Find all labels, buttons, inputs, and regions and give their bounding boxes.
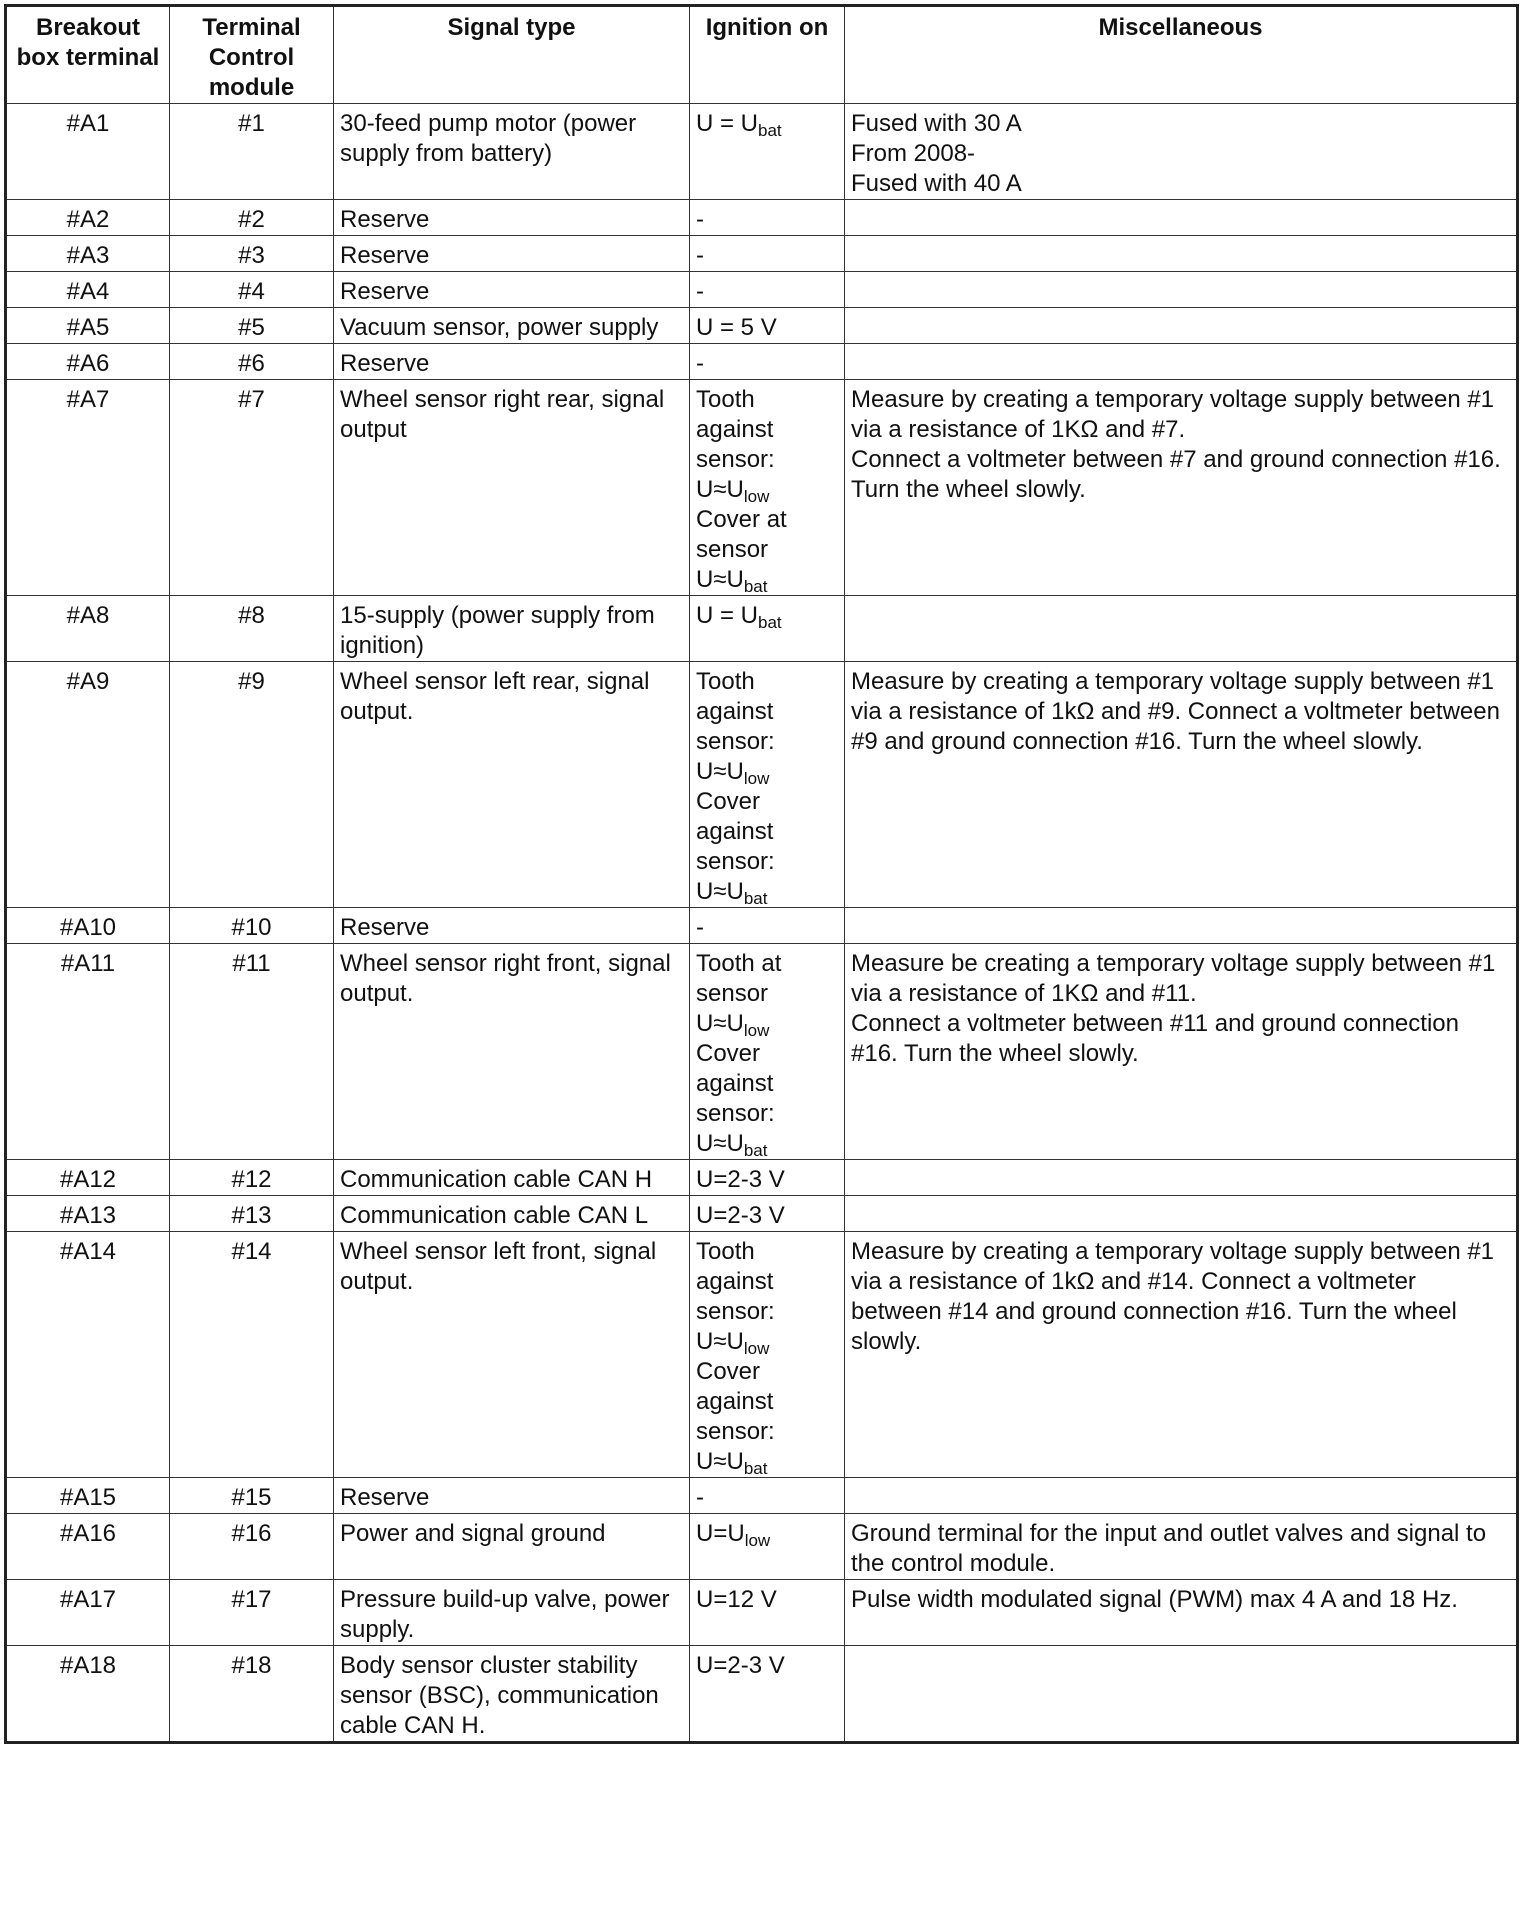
ignition-value-line: $U\approx U_{bat}$	[696, 1130, 768, 1160]
table-row	[6, 1646, 1518, 1743]
signal-type-text: Pressure build-up valve, power supply.	[340, 1586, 670, 1643]
miscellaneous-cell	[845, 1514, 1518, 1580]
miscellaneous-cell	[845, 236, 1518, 272]
control-module-terminal-cell: #6	[170, 344, 334, 380]
miscellaneous-cell	[845, 1580, 1518, 1646]
miscellaneous-cell	[845, 380, 1518, 596]
signal-type-cell	[334, 308, 690, 344]
table-row	[6, 104, 1518, 200]
ignition-on-cell	[690, 1580, 845, 1646]
miscellaneous-cell	[845, 1232, 1518, 1478]
signal-type-cell	[334, 1646, 690, 1743]
ignition-on-cell	[690, 272, 845, 308]
ignition-on-cell	[690, 308, 845, 344]
miscellaneous-text: From 2008-	[851, 140, 976, 167]
table-row	[6, 236, 1518, 272]
table-row	[6, 380, 1518, 596]
miscellaneous-text: Connect a voltmeter between #11 and ground connection #16. Turn the wheel slowly.	[851, 1010, 1459, 1067]
signal-type-text: Body sensor cluster stability sensor (BSC), communication cable CAN H.	[340, 1652, 659, 1739]
signal-type-text: Communication cable CAN H	[340, 1166, 653, 1193]
breakout-box-terminal-cell: #A5	[6, 308, 170, 344]
breakout-box-terminal-cell: #A14	[6, 1232, 170, 1478]
signal-type-text: Power and signal ground	[340, 1520, 606, 1547]
breakout-box-terminal-cell: #A13	[6, 1196, 170, 1232]
control-module-terminal-cell: #7	[170, 380, 334, 596]
control-module-terminal-cell: #2	[170, 200, 334, 236]
signal-type-cell	[334, 1196, 690, 1232]
miscellaneous-cell	[845, 200, 1518, 236]
table-row	[6, 344, 1518, 380]
ignition-value-line: $U\approx U_{bat}$	[696, 1448, 768, 1478]
table-row	[6, 1160, 1518, 1196]
ignition-on-cell	[690, 200, 845, 236]
table-row	[6, 662, 1518, 908]
control-module-terminal-cell: #5	[170, 308, 334, 344]
miscellaneous-cell	[845, 1196, 1518, 1232]
ignition-value-line: sensor:	[696, 446, 775, 473]
signal-type-text: Wheel sensor left rear, signal output.	[340, 668, 650, 725]
ignition-value-line: Cover	[696, 1358, 761, 1385]
signal-type-cell	[334, 104, 690, 200]
miscellaneous-text: Pulse width modulated signal (PWM) max 4 A and 18 Hz.	[851, 1586, 1458, 1613]
breakout-box-terminal-cell: #A9	[6, 662, 170, 908]
signal-type-text: 30-feed pump motor (power supply from battery)	[340, 110, 637, 167]
miscellaneous-cell	[845, 596, 1518, 662]
control-module-terminal-cell: #11	[170, 944, 334, 1160]
miscellaneous-cell	[845, 1160, 1518, 1196]
subscript: bat	[758, 613, 782, 632]
header-ignition-on: Ignition on	[690, 6, 845, 104]
signal-type-text: Reserve	[340, 242, 430, 269]
ignition-value-line: against	[696, 416, 774, 443]
subscript: bat	[743, 577, 768, 596]
header-row	[6, 6, 1518, 104]
ignition-value-line: $U\approx U_{bat}$	[696, 566, 768, 596]
signal-type-cell	[334, 662, 690, 908]
ignition-value-line: U = 5 V	[696, 314, 777, 341]
subscript: low	[743, 487, 770, 506]
signal-type-cell	[334, 596, 690, 662]
ignition-on-cell	[690, 662, 845, 908]
subscript: low	[743, 1021, 770, 1040]
ignition-on-cell	[690, 908, 845, 944]
miscellaneous-cell	[845, 344, 1518, 380]
table-row	[6, 1196, 1518, 1232]
control-module-terminal-cell: #16	[170, 1514, 334, 1580]
ignition-value-line: sensor:	[696, 1298, 775, 1325]
table-row	[6, 1478, 1518, 1514]
document-page	[4, 4, 1516, 1744]
ignition-value-line: Tooth	[696, 1238, 755, 1265]
miscellaneous-text: Measure by creating a temporary voltage supply between #1 via a resistance of 1kΩ and #14. Connect a voltmeter between #14 and ground connection #16. Turn the wheel slowly.	[851, 1238, 1495, 1355]
breakout-box-terminal-cell: #A16	[6, 1514, 170, 1580]
ignition-value-line: against	[696, 1268, 774, 1295]
ignition-value-line: $U\approx U_{bat}$	[696, 878, 768, 908]
signal-type-text: Reserve	[340, 914, 430, 941]
breakout-box-terminal-cell: #A4	[6, 272, 170, 308]
signal-type-text: Wheel sensor left front, signal output.	[340, 1238, 657, 1295]
control-module-terminal-cell: #18	[170, 1646, 334, 1743]
header-miscellaneous: Miscellaneous	[845, 6, 1518, 104]
ignition-on-cell	[690, 1232, 845, 1478]
signal-type-cell	[334, 272, 690, 308]
breakout-box-terminal-cell: #A6	[6, 344, 170, 380]
ignition-value-line: -	[696, 1484, 704, 1511]
ignition-value-line: sensor:	[696, 1418, 775, 1445]
ignition-value-line: -	[696, 206, 704, 233]
ignition-value-line: $U = U_{bat}$	[696, 110, 782, 140]
ignition-value-line: U=12 V	[696, 1586, 777, 1613]
ignition-value-line: $U\approx U_{low}$	[696, 1328, 770, 1358]
ignition-value-line: Cover at	[696, 506, 787, 533]
breakout-box-terminal-cell: #A7	[6, 380, 170, 596]
ignition-value-line: U=2-3 V	[696, 1652, 785, 1679]
ignition-value-line: $U\approx U_{low}$	[696, 1010, 770, 1040]
table-row	[6, 596, 1518, 662]
subscript: low	[744, 1531, 771, 1550]
signal-type-cell	[334, 380, 690, 596]
control-module-terminal-cell: #4	[170, 272, 334, 308]
control-module-terminal-cell: #10	[170, 908, 334, 944]
signal-type-cell	[334, 944, 690, 1160]
control-module-terminal-cell: #12	[170, 1160, 334, 1196]
ignition-value-line: Tooth	[696, 386, 755, 413]
ignition-value-line: sensor:	[696, 1100, 775, 1127]
signal-type-cell	[334, 200, 690, 236]
breakout-box-terminal-cell: #A3	[6, 236, 170, 272]
subscript: low	[743, 1339, 770, 1358]
ignition-value-line: against	[696, 1388, 774, 1415]
ignition-value-line: sensor:	[696, 848, 775, 875]
signal-type-cell	[334, 344, 690, 380]
ignition-value-line: against	[696, 698, 774, 725]
miscellaneous-text: Connect a voltmeter between #7 and ground connection #16. Turn the wheel slowly.	[851, 446, 1501, 503]
miscellaneous-text: Fused with 40 A	[851, 170, 1022, 197]
miscellaneous-text: Measure be creating a temporary voltage supply between #1 via a resistance of 1KΩ and #11.	[851, 950, 1496, 1007]
ignition-value-line: $U=U_{low}$	[696, 1520, 771, 1550]
ignition-on-cell	[690, 104, 845, 200]
breakout-box-terminal-cell: #A8	[6, 596, 170, 662]
table-row	[6, 944, 1518, 1160]
signal-type-text: Wheel sensor right front, signal output.	[340, 950, 671, 1007]
ignition-value-line: -	[696, 350, 704, 377]
ignition-on-cell	[690, 596, 845, 662]
signal-type-cell	[334, 1232, 690, 1478]
signal-type-text: 15-supply (power supply from ignition)	[340, 602, 655, 659]
ignition-value-line: U=2-3 V	[696, 1166, 785, 1193]
miscellaneous-cell	[845, 1646, 1518, 1743]
table-row	[6, 200, 1518, 236]
signal-type-cell	[334, 236, 690, 272]
control-module-terminal-cell: #1	[170, 104, 334, 200]
signal-type-text: Reserve	[340, 278, 430, 305]
signal-type-cell	[334, 1478, 690, 1514]
ignition-on-cell	[690, 1646, 845, 1743]
signal-type-text: Reserve	[340, 1484, 430, 1511]
table-row	[6, 1580, 1518, 1646]
table-row	[6, 1514, 1518, 1580]
signal-type-cell	[334, 908, 690, 944]
subscript: bat	[743, 1459, 768, 1478]
ignition-on-cell	[690, 944, 845, 1160]
header-breakout-box-terminal: Breakout box terminal	[6, 6, 170, 104]
control-module-terminal-cell: #17	[170, 1580, 334, 1646]
ignition-on-cell	[690, 1514, 845, 1580]
control-module-terminal-cell: #13	[170, 1196, 334, 1232]
ignition-value-line: U=2-3 V	[696, 1202, 785, 1229]
breakout-box-terminal-cell: #A11	[6, 944, 170, 1160]
miscellaneous-cell	[845, 908, 1518, 944]
header-terminal-control-module: Terminal Control module	[170, 6, 334, 104]
ignition-value-line: Cover	[696, 788, 761, 815]
table-row	[6, 1232, 1518, 1478]
miscellaneous-cell	[845, 272, 1518, 308]
breakout-box-terminal-cell: #A10	[6, 908, 170, 944]
control-module-terminal-cell: #14	[170, 1232, 334, 1478]
ignition-on-cell	[690, 1196, 845, 1232]
ignition-value-line: sensor	[696, 980, 769, 1007]
miscellaneous-text: Fused with 30 A	[851, 110, 1022, 137]
ignition-value-line: $U = U_{bat}$	[696, 602, 782, 632]
signal-type-cell	[334, 1160, 690, 1196]
signal-type-text: Reserve	[340, 350, 430, 377]
miscellaneous-text: Measure by creating a temporary voltage supply between #1 via a resistance of 1KΩ and #7.	[851, 386, 1495, 443]
table-row	[6, 908, 1518, 944]
signal-type-text: Vacuum sensor, power supply	[340, 314, 659, 341]
ignition-value-line: $U\approx U_{low}$	[696, 758, 770, 788]
ignition-on-cell	[690, 344, 845, 380]
ignition-value-line: Tooth at	[696, 950, 782, 977]
ignition-value-line: sensor	[696, 536, 769, 563]
miscellaneous-cell	[845, 944, 1518, 1160]
ignition-on-cell	[690, 1160, 845, 1196]
signal-type-cell	[334, 1580, 690, 1646]
miscellaneous-cell	[845, 104, 1518, 200]
ignition-value-line: -	[696, 278, 704, 305]
table-row	[6, 272, 1518, 308]
signal-type-text: Communication cable CAN L	[340, 1202, 649, 1229]
signal-type-text: Wheel sensor right rear, signal output	[340, 386, 665, 443]
breakout-box-terminal-cell: #A1	[6, 104, 170, 200]
table-row	[6, 308, 1518, 344]
signal-type-cell	[334, 1514, 690, 1580]
ignition-value-line: -	[696, 242, 704, 269]
ignition-on-cell	[690, 1478, 845, 1514]
ignition-value-line: Tooth	[696, 668, 755, 695]
ignition-value-line: against	[696, 1070, 774, 1097]
miscellaneous-cell	[845, 1478, 1518, 1514]
header-signal-type: Signal type	[334, 6, 690, 104]
ignition-value-line: Cover	[696, 1040, 761, 1067]
breakout-box-terminal-cell: #A17	[6, 1580, 170, 1646]
breakout-box-terminal-cell: #A2	[6, 200, 170, 236]
miscellaneous-text: Ground terminal for the input and outlet valves and signal to the control module.	[851, 1520, 1487, 1577]
breakout-box-terminal-cell: #A12	[6, 1160, 170, 1196]
control-module-terminal-cell: #15	[170, 1478, 334, 1514]
ignition-value-line: $U\approx U_{low}$	[696, 476, 770, 506]
subscript: bat	[743, 889, 768, 908]
control-module-terminal-cell: #9	[170, 662, 334, 908]
control-module-terminal-cell: #3	[170, 236, 334, 272]
terminal-table	[4, 4, 1519, 1744]
breakout-box-terminal-cell: #A15	[6, 1478, 170, 1514]
control-module-terminal-cell: #8	[170, 596, 334, 662]
subscript: bat	[743, 1141, 768, 1160]
signal-type-text: Reserve	[340, 206, 430, 233]
miscellaneous-text: Measure by creating a temporary voltage supply between #1 via a resistance of 1kΩ and #9. Connect a voltmeter between #9 and ground connection #16. Turn the wheel slowly.	[851, 668, 1500, 755]
ignition-on-cell	[690, 380, 845, 596]
breakout-box-terminal-cell: #A18	[6, 1646, 170, 1743]
ignition-value-line: -	[696, 914, 704, 941]
ignition-value-line: sensor:	[696, 728, 775, 755]
subscript: bat	[758, 121, 782, 140]
miscellaneous-cell	[845, 662, 1518, 908]
ignition-value-line: against	[696, 818, 774, 845]
ignition-on-cell	[690, 236, 845, 272]
miscellaneous-cell	[845, 308, 1518, 344]
subscript: low	[743, 769, 770, 788]
